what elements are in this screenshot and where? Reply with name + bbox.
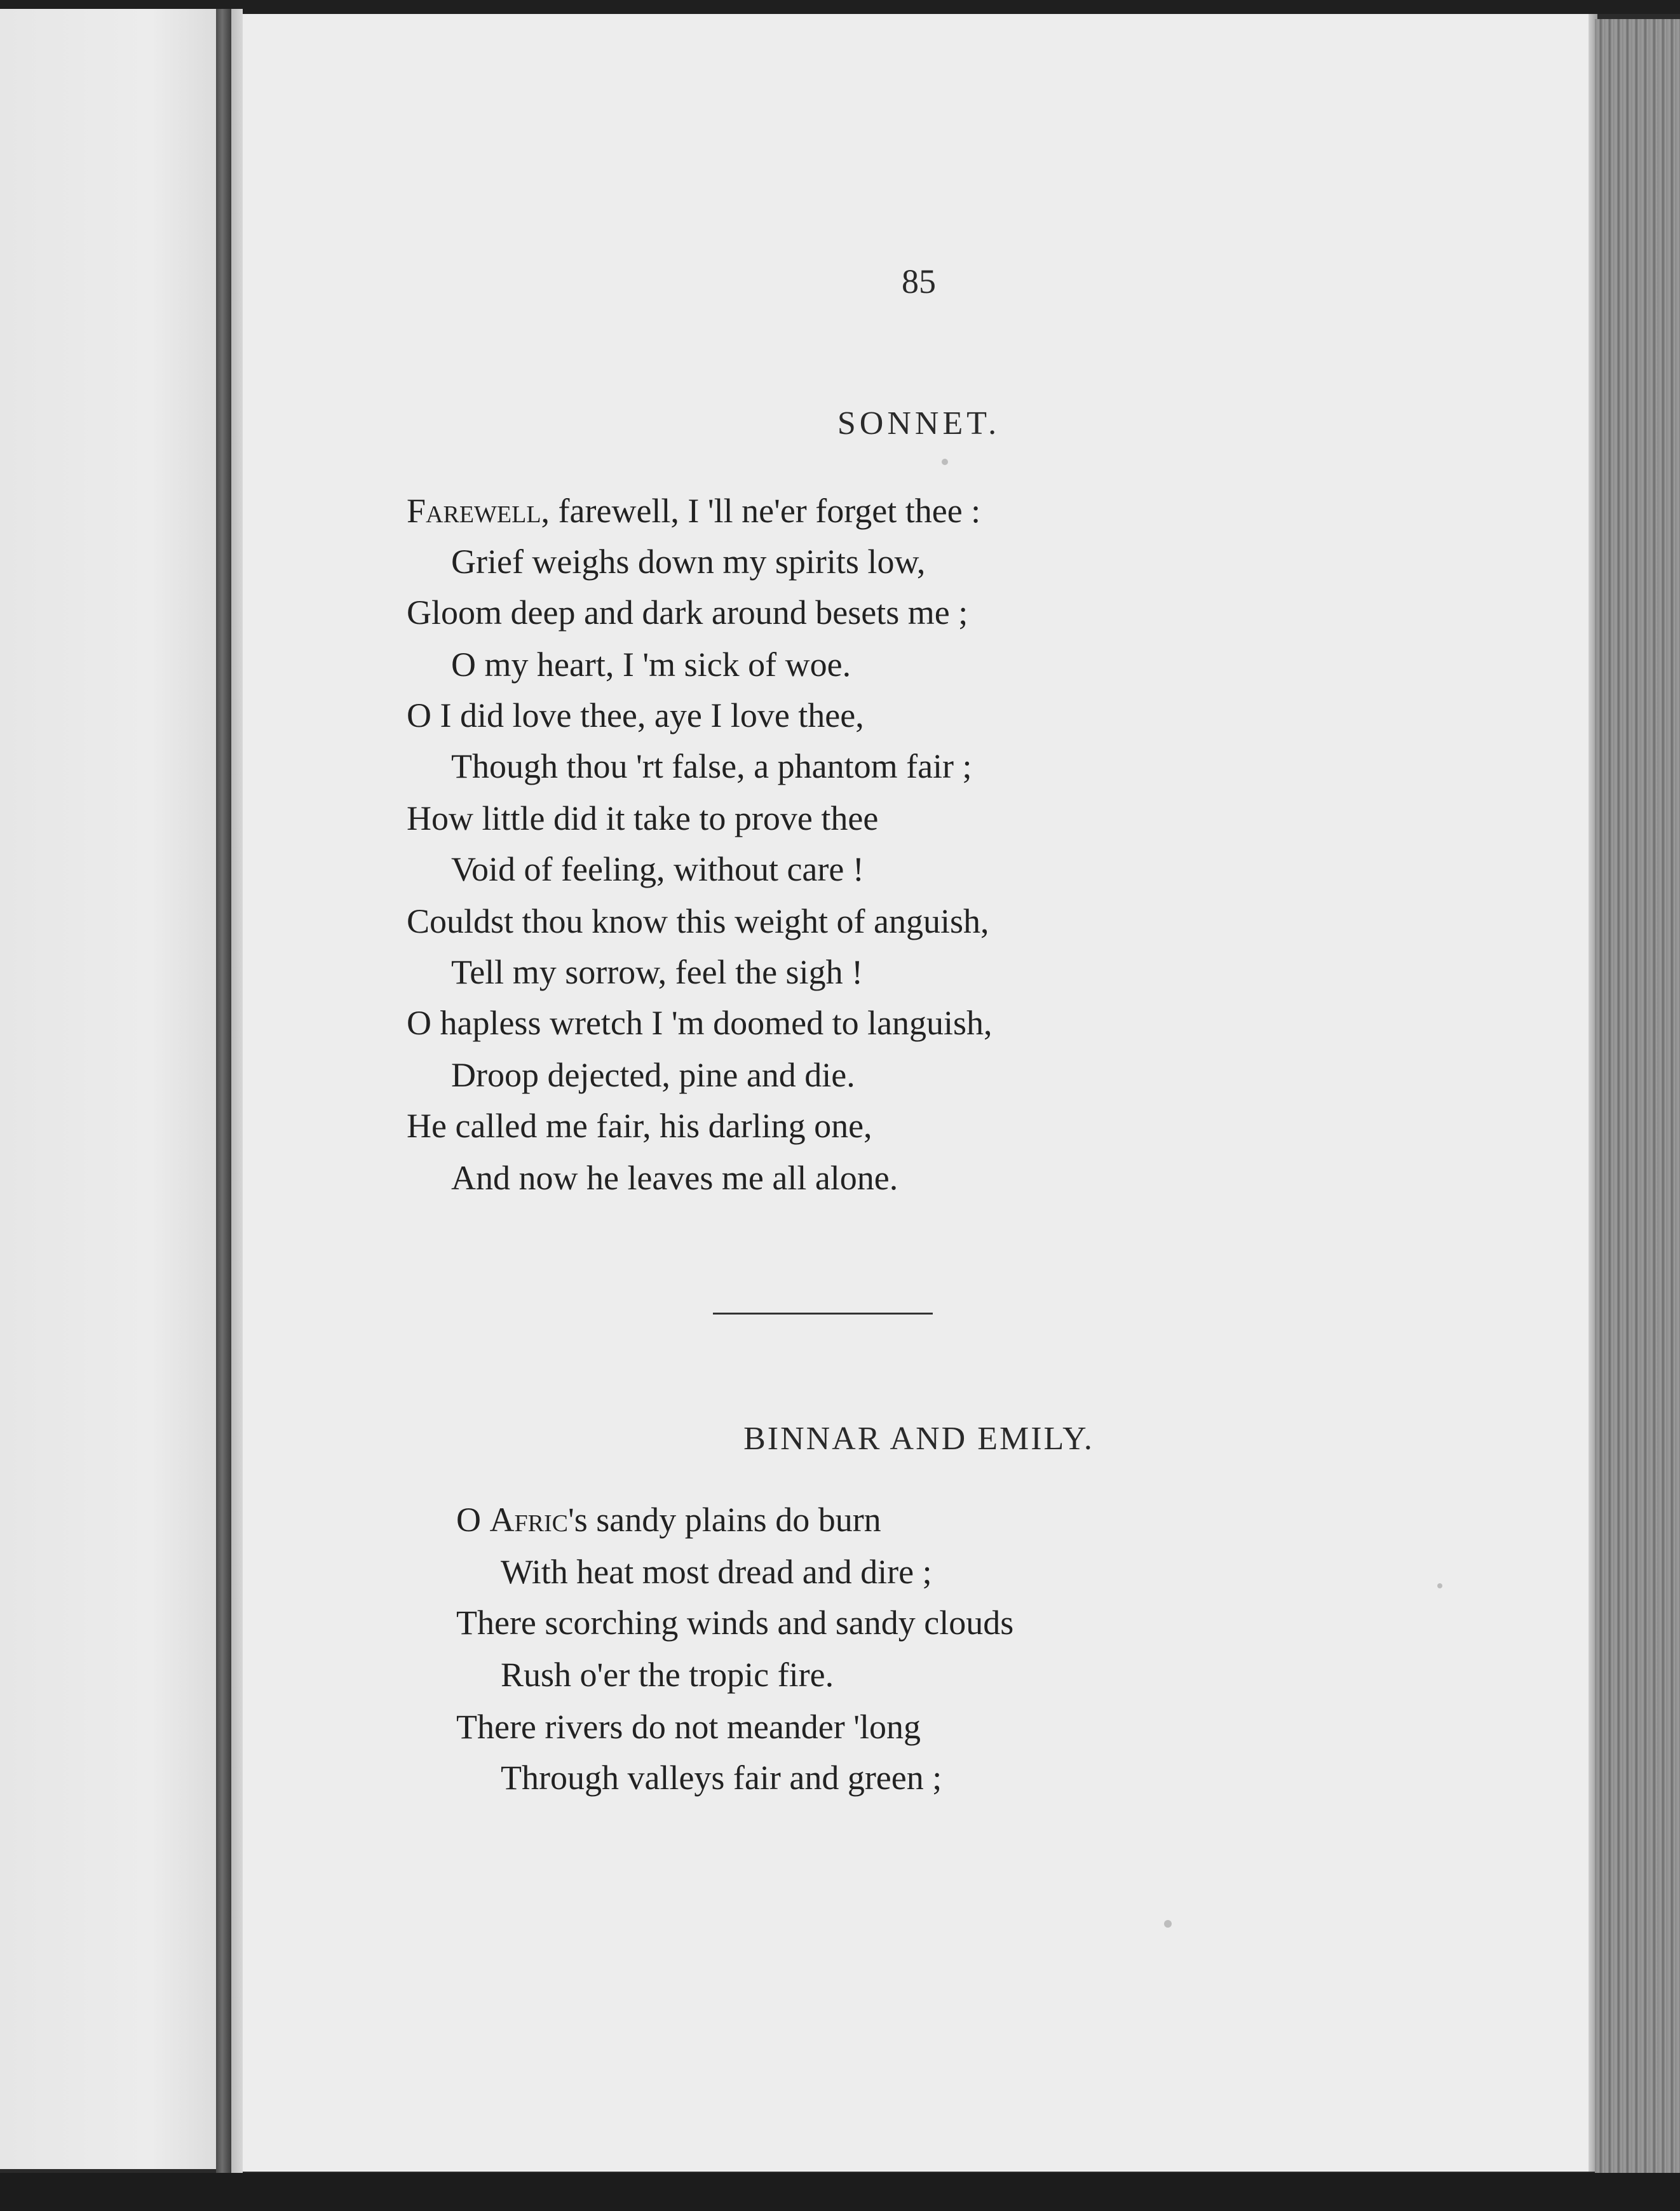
poem-line: With heat most dread and dire ; bbox=[501, 1553, 932, 1591]
scan-speck bbox=[1437, 1583, 1442, 1588]
poem-line: Droop dejected, pine and die. bbox=[451, 1056, 855, 1094]
poem-line: O my heart, I 'm sick of woe. bbox=[451, 646, 851, 684]
poem-line: Farewell, farewell, I 'll ne'er forget thee : bbox=[407, 492, 981, 530]
poem-title-sonnet: SONNET. bbox=[837, 405, 1001, 442]
page-number: 85 bbox=[902, 262, 936, 301]
poem-line: Though thou 'rt false, a phantom fair ; bbox=[451, 747, 972, 785]
book-page-edges bbox=[1595, 19, 1680, 2173]
book-gutter-edge bbox=[231, 9, 243, 2173]
poem-line: There rivers do not meander 'long bbox=[456, 1708, 921, 1746]
poem-line: Gloom deep and dark around besets me ; bbox=[407, 593, 968, 632]
poem-line: And now he leaves me all alone. bbox=[451, 1159, 898, 1197]
scan-frame-top bbox=[0, 0, 1680, 14]
poem-title-binnar: BINNAR AND EMILY. bbox=[743, 1421, 1094, 1457]
book-gutter bbox=[216, 9, 231, 2173]
poem-line: There scorching winds and sandy clouds bbox=[456, 1604, 1014, 1642]
poem-line: Rush o'er the tropic fire. bbox=[501, 1656, 834, 1694]
scan-speck bbox=[942, 459, 948, 465]
poem-line: Grief weighs down my spirits low, bbox=[451, 543, 926, 581]
scan-frame-bottom bbox=[0, 2173, 1680, 2211]
facing-page-left bbox=[0, 9, 216, 2169]
poem-line: Couldst thou know this weight of anguish, bbox=[407, 902, 989, 940]
poem-line: Void of feeling, without care ! bbox=[451, 850, 864, 888]
section-divider bbox=[713, 1313, 933, 1315]
poem-line: O hapless wretch I 'm doomed to languish, bbox=[407, 1004, 992, 1042]
lead-word: Afric bbox=[489, 1501, 568, 1539]
poem-line: O I did love thee, aye I love thee, bbox=[407, 696, 864, 734]
poem-line: Tell my sorrow, feel the sigh ! bbox=[451, 953, 864, 991]
poem-line: He called me fair, his darling one, bbox=[407, 1107, 872, 1145]
poem-line: How little did it take to prove thee bbox=[407, 799, 879, 837]
book-page bbox=[243, 14, 1595, 2172]
poem-line: O Afric's sandy plains do burn bbox=[456, 1501, 881, 1539]
scan-speck bbox=[1164, 1920, 1172, 1928]
lead-word: Farewell bbox=[407, 492, 541, 530]
poem-line: Through valleys fair and green ; bbox=[501, 1759, 942, 1797]
